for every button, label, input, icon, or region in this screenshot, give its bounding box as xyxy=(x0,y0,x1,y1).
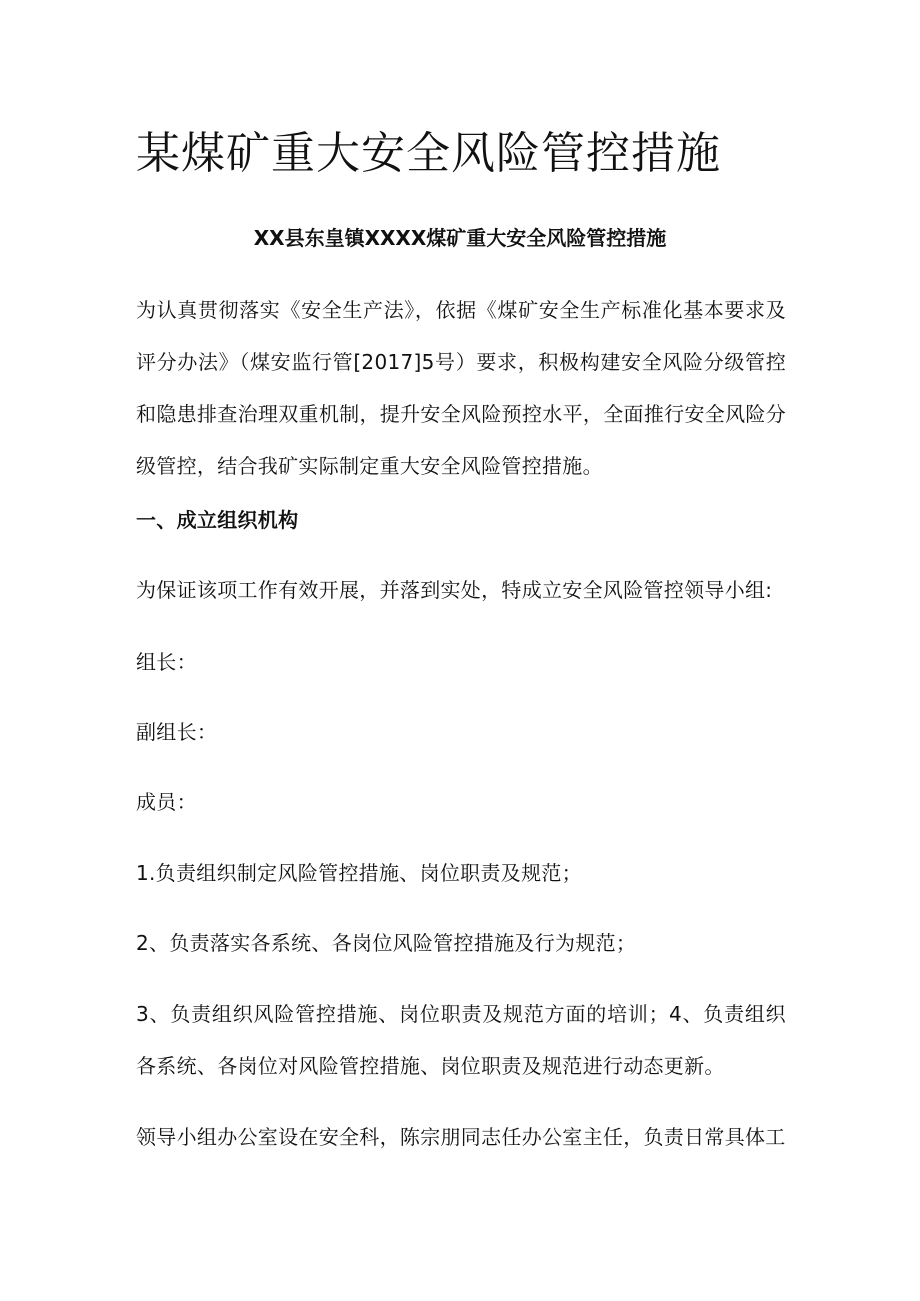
duty-item-1: 1.负责组织制定风险管控措施、岗位职责及规范； xyxy=(136,861,582,885)
intro-paragraph: 为认真贯彻落实《安全生产法》，依据《煤矿安全生产标准化基本要求及评分办法》（煤安监行管[2017]5号）要求，积极构建安全风险分级管控和隐患排查治理双重机制，提升安全风险预控水平，全面推行安全风险分级管控，结合我矿实际制定重大安全风险管控措施。 xyxy=(136,298,786,478)
section-heading-organization: 一、成立组织机构 xyxy=(136,508,299,532)
section-intro-paragraph: 为保证该项工作有效开展，并落到实处，特成立安全风险管控领导小组: xyxy=(136,578,773,602)
duty-item-3-4: 3、负责组织风险管控措施、岗位职责及规范方面的培训；4、负责组织各系统、各岗位对风险管控措施、岗位职责及规范进行动态更新。 xyxy=(136,1002,786,1078)
members-label: 成员： xyxy=(136,790,197,814)
document-subtitle: XX县东皇镇XXXX煤矿重大安全风险管控措施 xyxy=(253,226,667,250)
document-title: 某煤矿重大安全风险管控措施 xyxy=(136,128,721,179)
deputy-leader-label: 副组长： xyxy=(136,720,218,744)
office-note-paragraph: 领导小组办公室设在安全科，陈宗朋同志任办公室主任，负责日常具体工 xyxy=(136,1125,786,1149)
duty-item-2: 2、负责落实各系统、各岗位风险管控措施及行为规范； xyxy=(136,931,637,955)
leader-label: 组长： xyxy=(136,650,197,674)
